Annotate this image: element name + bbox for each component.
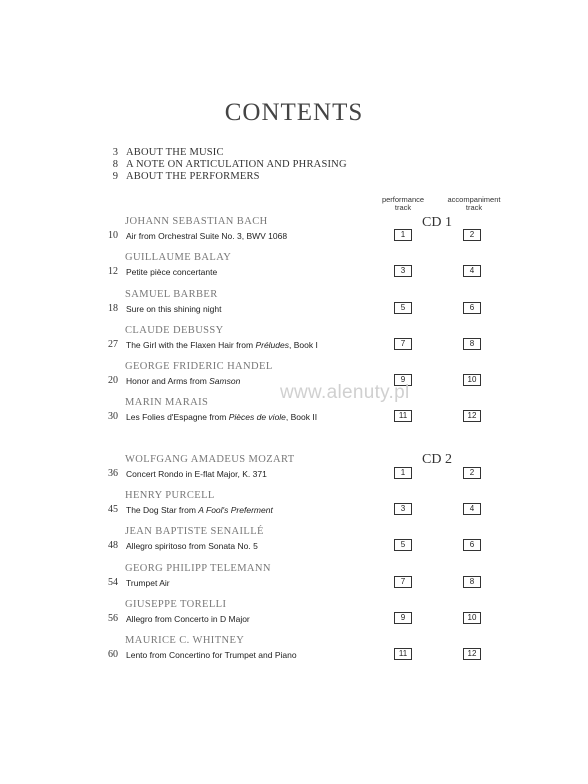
composer-name: MARIN MARAIS bbox=[125, 397, 209, 408]
piece-page-number: 45 bbox=[108, 504, 118, 515]
performance-track-number: 1 bbox=[394, 229, 412, 241]
page-title: CONTENTS bbox=[224, 99, 364, 126]
composer-name: HENRY PURCELL bbox=[125, 490, 215, 501]
piece-title: Trumpet Air bbox=[126, 578, 170, 588]
piece-title: Concert Rondo in E-flat Major, K. 371 bbox=[126, 469, 267, 479]
performance-track-number: 5 bbox=[394, 302, 412, 314]
piece-title: The Dog Star from A Fool's Preferment bbox=[126, 505, 273, 515]
piece-page-number: 30 bbox=[108, 411, 118, 422]
composer-name: CLAUDE DEBUSSY bbox=[125, 325, 224, 336]
composer-name: SAMUEL BARBER bbox=[125, 289, 218, 300]
accompaniment-track-number: 10 bbox=[463, 612, 481, 624]
accompaniment-track-number: 8 bbox=[463, 576, 481, 588]
piece-page-number: 60 bbox=[108, 649, 118, 660]
piece-page-number: 12 bbox=[108, 266, 118, 277]
accompaniment-track-number: 4 bbox=[463, 503, 481, 515]
accompaniment-track-number: 4 bbox=[463, 265, 481, 277]
composer-name: WOLFGANG AMADEUS MOZART bbox=[125, 454, 295, 465]
piece-title: Lento from Concertino for Trumpet and Piano bbox=[126, 650, 297, 660]
performance-track-number: 9 bbox=[394, 374, 412, 386]
performance-track-number: 1 bbox=[394, 467, 412, 479]
accompaniment-track-number: 8 bbox=[463, 338, 481, 350]
piece-title: Sure on this shining night bbox=[126, 304, 222, 314]
accompaniment-track-number: 2 bbox=[463, 467, 481, 479]
accompaniment-track-number: 2 bbox=[463, 229, 481, 241]
performance-track-header: performance track bbox=[381, 195, 425, 212]
piece-title: Les Folies d'Espagne from Pièces de viole, Book II bbox=[126, 412, 318, 422]
performance-track-number: 9 bbox=[394, 612, 412, 624]
composer-name: GUILLAUME BALAY bbox=[125, 252, 232, 263]
intro-page-number: 3 bbox=[112, 147, 118, 158]
composer-name: JOHANN SEBASTIAN BACH bbox=[125, 216, 268, 227]
performance-track-number: 11 bbox=[394, 410, 412, 422]
accompaniment-track-header: accompaniment track bbox=[447, 195, 501, 212]
accompaniment-track-number: 12 bbox=[463, 410, 481, 422]
performance-track-number: 7 bbox=[394, 576, 412, 588]
piece-page-number: 54 bbox=[108, 577, 118, 588]
watermark: www.alenuty.pl bbox=[280, 382, 410, 403]
performance-track-number: 5 bbox=[394, 539, 412, 551]
piece-page-number: 20 bbox=[108, 375, 118, 386]
piece-page-number: 27 bbox=[108, 339, 118, 350]
composer-name: GIUSEPPE TORELLI bbox=[125, 599, 227, 610]
accompaniment-track-number: 12 bbox=[463, 648, 481, 660]
performance-track-number: 7 bbox=[394, 338, 412, 350]
cd1-label: CD 1 bbox=[422, 215, 452, 230]
composer-name: JEAN BAPTISTE SENAILLÉ bbox=[125, 526, 264, 537]
accompaniment-track-number: 6 bbox=[463, 539, 481, 551]
composer-name: GEORGE FRIDERIC HANDEL bbox=[125, 361, 273, 372]
performance-track-number: 3 bbox=[394, 503, 412, 515]
intro-text: A NOTE ON ARTICULATION AND PHRASING bbox=[126, 159, 347, 170]
accompaniment-track-number: 6 bbox=[463, 302, 481, 314]
piece-title-italic: A Fool's Preferment bbox=[198, 505, 273, 515]
piece-page-number: 18 bbox=[108, 303, 118, 314]
performance-track-number: 11 bbox=[394, 648, 412, 660]
piece-page-number: 56 bbox=[108, 613, 118, 624]
performance-track-number: 3 bbox=[394, 265, 412, 277]
cd2-label: CD 2 bbox=[422, 452, 452, 467]
piece-page-number: 10 bbox=[108, 230, 118, 241]
composer-name: MAURICE C. WHITNEY bbox=[125, 635, 245, 646]
piece-page-number: 36 bbox=[108, 468, 118, 479]
piece-title: Allegro spiritoso from Sonata No. 5 bbox=[126, 541, 258, 551]
piece-title: Honor and Arms from Samson bbox=[126, 376, 241, 386]
piece-page-number: 48 bbox=[108, 540, 118, 551]
accompaniment-track-number: 10 bbox=[463, 374, 481, 386]
piece-title-italic: Pièces de viole bbox=[228, 412, 286, 422]
piece-title-italic: Préludes bbox=[255, 340, 289, 350]
piece-title-italic: Samson bbox=[209, 376, 241, 386]
intro-page-number: 9 bbox=[112, 171, 118, 182]
intro-page-number: 8 bbox=[112, 159, 118, 170]
intro-text: ABOUT THE MUSIC bbox=[126, 147, 224, 158]
intro-text: ABOUT THE PERFORMERS bbox=[126, 171, 260, 182]
piece-title: Air from Orchestral Suite No. 3, BWV 1068 bbox=[126, 231, 288, 241]
piece-title: Allegro from Concerto in D Major bbox=[126, 614, 250, 624]
composer-name: GEORG PHILIPP TELEMANN bbox=[125, 563, 271, 574]
piece-title: The Girl with the Flaxen Hair from Préludes, Book I bbox=[126, 340, 318, 350]
piece-title: Petite pièce concertante bbox=[126, 267, 218, 277]
